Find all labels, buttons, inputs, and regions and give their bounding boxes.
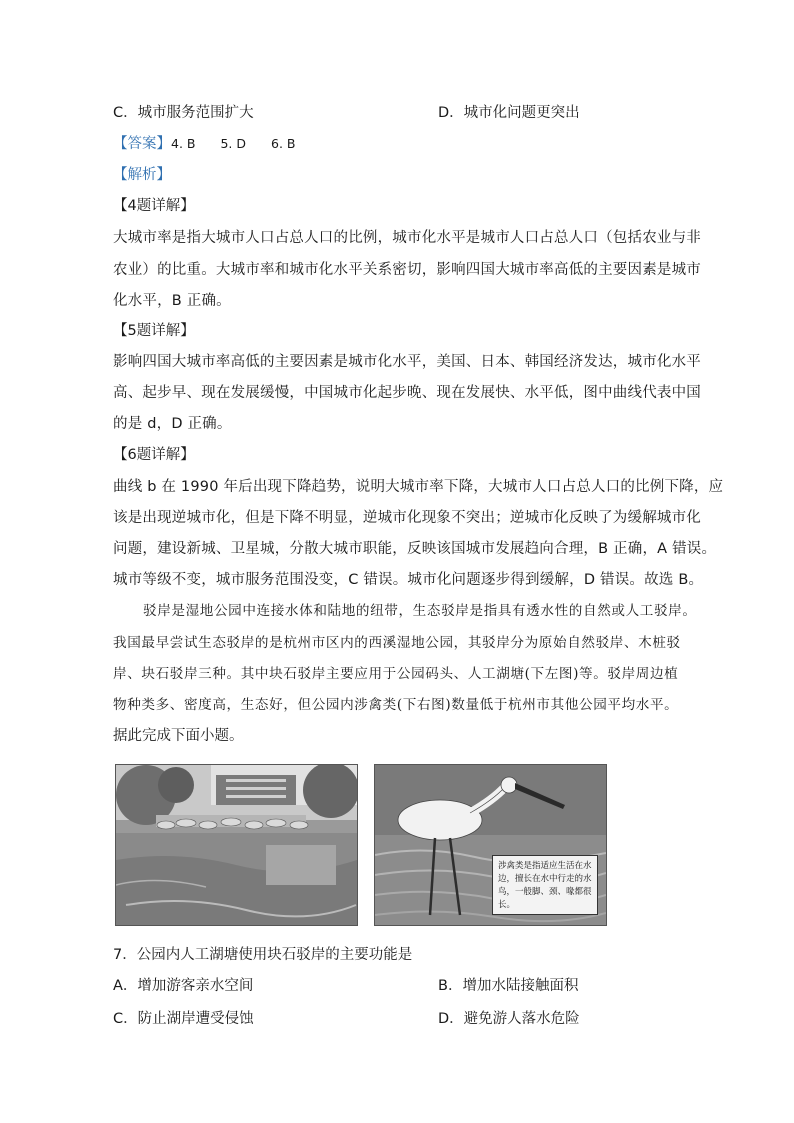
q6-line: 该是出现逆城市化，但是下降不明显，逆城市化现象不突出；逆城市化反映了为缓解城市化 <box>113 510 701 526</box>
pond-photo <box>115 764 358 926</box>
passage-line: 我国最早尝试生态驳岸的是杭州市区内的西溪湿地公园，其驳岸分为原始自然驳岸、木桩驳 <box>113 635 681 651</box>
q7-stem: 7．公园内人工湖塘使用块石驳岸的主要功能是 <box>113 947 413 963</box>
answer-line <box>113 134 295 154</box>
q4-title: 【4题详解】 <box>113 198 195 214</box>
q6-title: 【6题详解】 <box>113 447 195 463</box>
q6-line: 曲线 b 在 1990 年后出现下降趋势，说明大城市率下降，大城市人口占总人口的比例下降，应 <box>113 479 724 495</box>
q5-line: 的是 d，D 正确。 <box>113 416 232 432</box>
passage-line: 驳岸是湿地公园中连接水体和陆地的纽带，生态驳岸是指具有透水性的自然或人工驳岸。 <box>143 603 697 619</box>
q5-line: 影响四国大城市率高低的主要因素是城市化水平，美国、日本、韩国经济发达，城市化水平 <box>113 354 701 370</box>
pond-photo-illustration <box>116 765 357 925</box>
option-d: D．城市化问题更突出 <box>438 105 580 121</box>
q6-line: 问题，建设新城、卫星城，分散大城市职能，反映该国城市发展趋向合理，B 正确，A 错误。 <box>113 541 717 557</box>
q7-option-d: D．避免游人落水危险 <box>438 1011 580 1027</box>
egret-photo <box>374 764 607 926</box>
answer-text: 4. B 5. D 6. B <box>171 136 296 151</box>
passage-line: 岸、块石驳岸三种。其中块石驳岸主要应用于公园码头、人工湖塘(下左图)等。驳岸周边植 <box>113 666 679 682</box>
q5-title: 【5题详解】 <box>113 323 195 339</box>
q4-line: 化水平，B 正确。 <box>113 293 231 309</box>
q7-option-b: B．增加水陆接触面积 <box>438 978 579 994</box>
passage-line: 物种类多、密度高，生态好，但公园内涉禽类(下右图)数量低于杭州市其他公园平均水平。 <box>113 697 679 713</box>
q7-option-a: A．增加游客亲水空间 <box>113 978 254 994</box>
photo-caption: 涉禽类是指适应生活在水边，擅长在水中行走的水鸟，一般脚、颈、喙都很长。 <box>492 855 598 915</box>
passage-prompt: 据此完成下面小题。 <box>113 728 244 744</box>
analysis-tag: 【解析】 <box>113 167 171 183</box>
q4-line: 农业）的比重。大城市率和城市化水平关系密切，影响四国大城市率高低的主要因素是城市 <box>113 262 701 278</box>
q6-line: 城市等级不变，城市服务范围没变，C 错误。城市化问题逐步得到缓解，D 错误。故选 B。 <box>113 572 704 588</box>
q5-line: 高、起步早、现在发展缓慢，中国城市化起步晚、现在发展快、水平低，图中曲线代表中国 <box>113 385 701 401</box>
answer-tag: 【答案】 <box>113 136 171 152</box>
option-c: C．城市服务范围扩大 <box>113 105 254 121</box>
q4-line: 大城市率是指大城市人口占总人口的比例，城市化水平是城市人口占总人口（包括农业与非 <box>113 230 701 246</box>
q7-option-c: C．防止湖岸遭受侵蚀 <box>113 1011 254 1027</box>
